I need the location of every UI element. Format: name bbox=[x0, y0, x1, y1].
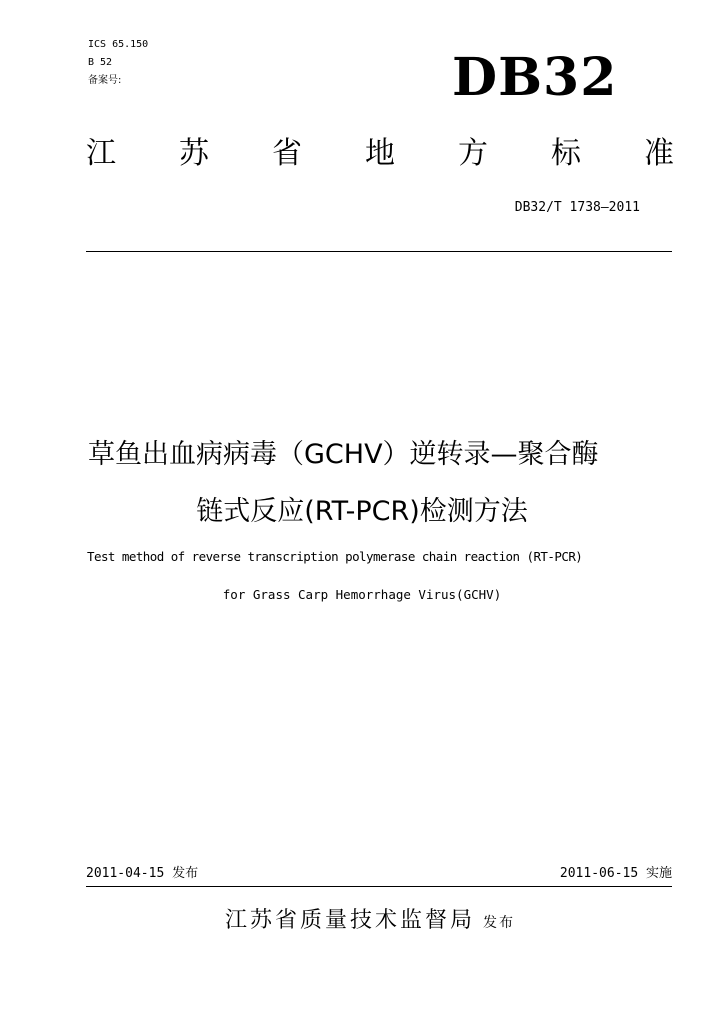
standard-type-char: 苏 bbox=[179, 136, 209, 171]
standard-type-char: 地 bbox=[365, 136, 395, 171]
classification-code: B 52 bbox=[88, 57, 113, 68]
footer-divider bbox=[86, 886, 672, 887]
title-english-line-1: Test method of reverse transcription polymerase chain reaction (RT-PCR) bbox=[87, 549, 583, 564]
standard-type-char: 标 bbox=[551, 136, 581, 171]
title-chinese-line-2: 链式反应(RT-PCR)检测方法 bbox=[196, 496, 528, 527]
title-chinese-line-1: 草鱼出血病病毒（GCHV）逆转录—聚合酶 bbox=[88, 439, 599, 470]
ics-code: ICS 65.150 bbox=[88, 39, 149, 50]
standard-type-char: 方 bbox=[458, 136, 488, 171]
standard-type-char: 准 bbox=[644, 136, 674, 171]
publisher-name: 江苏省质量技术监督局 bbox=[224, 908, 475, 933]
effective-date: 2011-06-15 实施 bbox=[559, 866, 672, 881]
standard-number: DB32/T 1738—2011 bbox=[514, 200, 640, 215]
standard-type-char: 省 bbox=[272, 136, 302, 171]
standard-type-heading bbox=[86, 134, 674, 174]
filing-number-label: 备案号: bbox=[88, 75, 122, 86]
standard-type-char: 江 bbox=[86, 136, 116, 171]
publisher-suffix: 发布 bbox=[483, 915, 515, 931]
header-divider bbox=[86, 251, 672, 252]
title-english-line-2: for Grass Carp Hemorrhage Virus(GCHV) bbox=[222, 587, 502, 602]
publisher bbox=[160, 905, 580, 937]
standard-logo: DB32 bbox=[452, 47, 618, 108]
issue-date: 2011-04-15 发布 bbox=[86, 866, 199, 881]
